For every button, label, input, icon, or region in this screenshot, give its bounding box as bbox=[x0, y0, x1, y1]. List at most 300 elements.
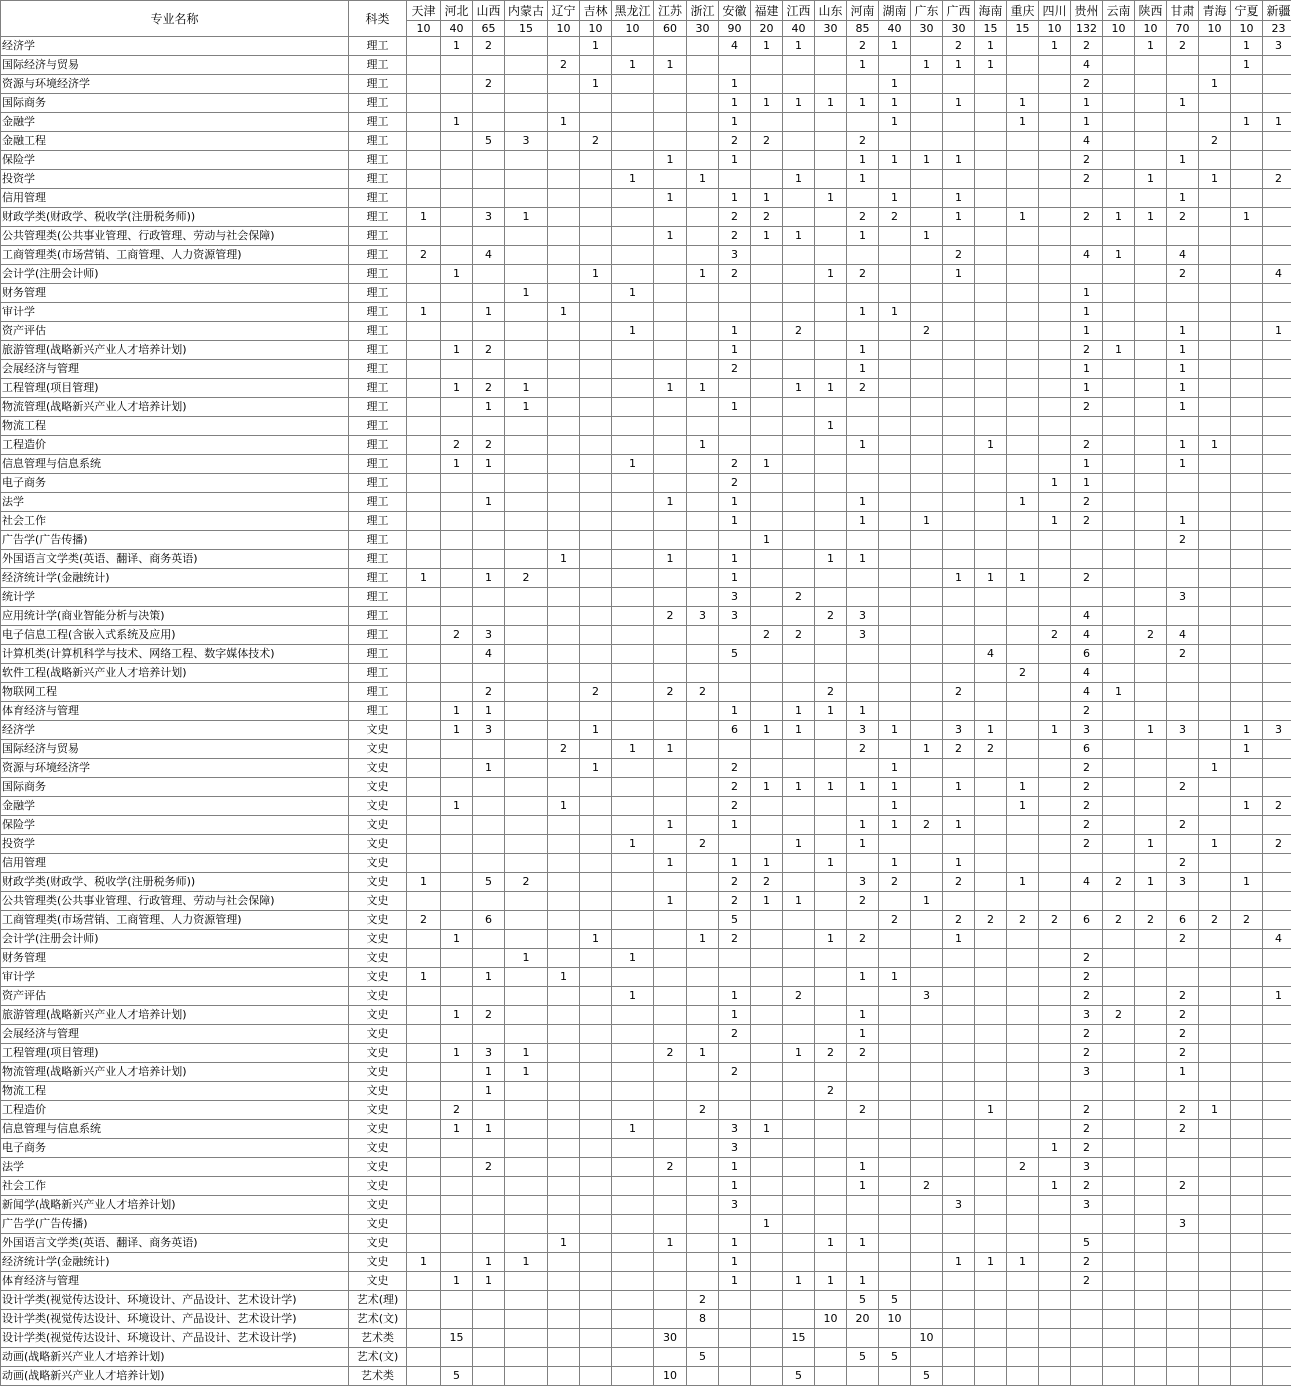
quota-cell bbox=[1231, 702, 1263, 721]
quota-cell bbox=[1263, 1025, 1291, 1044]
quota-cell bbox=[407, 835, 441, 854]
quota-cell: 1 bbox=[548, 550, 580, 569]
major-name: 公共管理类(公共事业管理、行政管理、劳动与社会保障) bbox=[1, 892, 349, 911]
quota-cell bbox=[505, 1234, 548, 1253]
province-header: 海南 bbox=[975, 1, 1007, 21]
table-row bbox=[1, 1291, 1291, 1310]
quota-cell: 1 bbox=[719, 113, 751, 132]
quota-cell bbox=[751, 322, 783, 341]
major-name: 资源与环境经济学 bbox=[1, 75, 349, 94]
quota-cell bbox=[612, 588, 654, 607]
quota-cell bbox=[1135, 759, 1167, 778]
quota-cell bbox=[911, 37, 943, 56]
quota-cell bbox=[783, 1348, 815, 1367]
quota-cell: 1 bbox=[1071, 474, 1103, 493]
quota-cell: 2 bbox=[1263, 170, 1291, 189]
quota-cell: 1 bbox=[654, 1234, 687, 1253]
quota-cell: 1 bbox=[1263, 987, 1291, 1006]
quota-cell bbox=[1263, 1101, 1291, 1120]
quota-cell bbox=[911, 1006, 943, 1025]
quota-cell bbox=[911, 398, 943, 417]
quota-cell: 2 bbox=[911, 1177, 943, 1196]
quota-cell bbox=[783, 759, 815, 778]
quota-cell bbox=[1167, 1253, 1199, 1272]
quota-cell bbox=[751, 759, 783, 778]
quota-cell bbox=[1007, 170, 1039, 189]
quota-cell: 1 bbox=[441, 113, 473, 132]
quota-cell: 3 bbox=[847, 721, 879, 740]
quota-cell bbox=[441, 1082, 473, 1101]
quota-cell bbox=[473, 1196, 505, 1215]
quota-cell bbox=[1007, 930, 1039, 949]
quota-cell: 1 bbox=[783, 892, 815, 911]
quota-cell bbox=[975, 1158, 1007, 1177]
quota-cell bbox=[879, 949, 911, 968]
quota-cell bbox=[1231, 493, 1263, 512]
quota-cell: 3 bbox=[1167, 588, 1199, 607]
quota-cell bbox=[687, 227, 719, 246]
quota-cell bbox=[473, 1367, 505, 1386]
quota-cell bbox=[407, 797, 441, 816]
quota-cell bbox=[783, 436, 815, 455]
quota-cell bbox=[548, 1120, 580, 1139]
quota-cell bbox=[815, 816, 847, 835]
category-cell: 文史 bbox=[349, 797, 407, 816]
quota-cell bbox=[751, 1082, 783, 1101]
table-row bbox=[1, 683, 1291, 702]
quota-cell bbox=[975, 303, 1007, 322]
quota-cell bbox=[911, 588, 943, 607]
quota-cell bbox=[1231, 835, 1263, 854]
quota-cell bbox=[1103, 360, 1135, 379]
quota-cell bbox=[879, 835, 911, 854]
quota-cell bbox=[407, 113, 441, 132]
quota-cell bbox=[612, 911, 654, 930]
category-cell: 理工 bbox=[349, 512, 407, 531]
quota-cell: 2 bbox=[719, 360, 751, 379]
quota-cell bbox=[1231, 1310, 1263, 1329]
quota-cell bbox=[751, 1139, 783, 1158]
quota-cell bbox=[815, 892, 847, 911]
quota-cell bbox=[505, 854, 548, 873]
province-header: 福建 bbox=[751, 1, 783, 21]
quota-cell bbox=[943, 550, 975, 569]
quota-cell bbox=[441, 246, 473, 265]
quota-cell bbox=[1199, 417, 1231, 436]
quota-cell bbox=[612, 417, 654, 436]
quota-cell bbox=[1199, 702, 1231, 721]
quota-cell bbox=[975, 550, 1007, 569]
quota-cell bbox=[1039, 151, 1071, 170]
quota-cell bbox=[751, 151, 783, 170]
quota-cell bbox=[1199, 569, 1231, 588]
quota-cell bbox=[473, 417, 505, 436]
quota-cell: 3 bbox=[719, 607, 751, 626]
quota-cell bbox=[407, 341, 441, 360]
quota-cell bbox=[783, 1006, 815, 1025]
quota-cell bbox=[654, 569, 687, 588]
quota-cell: 1 bbox=[654, 816, 687, 835]
quota-cell bbox=[548, 132, 580, 151]
quota-cell bbox=[1199, 1139, 1231, 1158]
quota-cell bbox=[441, 683, 473, 702]
category-cell: 理工 bbox=[349, 37, 407, 56]
quota-cell: 1 bbox=[943, 930, 975, 949]
quota-cell bbox=[505, 1329, 548, 1348]
quota-cell bbox=[1263, 512, 1291, 531]
quota-cell: 1 bbox=[879, 968, 911, 987]
quota-cell bbox=[654, 702, 687, 721]
province-header: 江苏 bbox=[654, 1, 687, 21]
quota-cell bbox=[1135, 664, 1167, 683]
quota-cell: 1 bbox=[1167, 189, 1199, 208]
quota-cell: 1 bbox=[751, 1120, 783, 1139]
quota-cell bbox=[719, 626, 751, 645]
province-total: 10 bbox=[580, 21, 612, 37]
quota-cell: 1 bbox=[505, 1044, 548, 1063]
quota-cell bbox=[473, 1215, 505, 1234]
major-name: 物流工程 bbox=[1, 1082, 349, 1101]
quota-cell: 5 bbox=[719, 911, 751, 930]
quota-cell: 2 bbox=[1071, 75, 1103, 94]
quota-cell bbox=[505, 1082, 548, 1101]
quota-cell bbox=[815, 1253, 847, 1272]
quota-cell: 1 bbox=[719, 854, 751, 873]
quota-cell bbox=[687, 569, 719, 588]
quota-cell bbox=[943, 512, 975, 531]
quota-cell bbox=[473, 113, 505, 132]
quota-cell bbox=[847, 1120, 879, 1139]
category-cell: 文史 bbox=[349, 1120, 407, 1139]
quota-cell bbox=[580, 455, 612, 474]
quota-cell bbox=[548, 341, 580, 360]
quota-cell: 2 bbox=[847, 930, 879, 949]
quota-cell bbox=[975, 1348, 1007, 1367]
quota-cell bbox=[548, 455, 580, 474]
quota-cell bbox=[719, 1044, 751, 1063]
province-header: 黑龙江 bbox=[612, 1, 654, 21]
quota-cell bbox=[879, 1063, 911, 1082]
quota-cell bbox=[407, 1234, 441, 1253]
quota-cell: 1 bbox=[580, 265, 612, 284]
quota-cell bbox=[505, 1367, 548, 1386]
category-cell: 理工 bbox=[349, 284, 407, 303]
quota-cell bbox=[654, 626, 687, 645]
major-name: 旅游管理(战略新兴产业人才培养计划) bbox=[1, 341, 349, 360]
quota-cell: 3 bbox=[1071, 1158, 1103, 1177]
quota-cell bbox=[719, 1101, 751, 1120]
quota-cell: 1 bbox=[815, 189, 847, 208]
quota-cell bbox=[783, 1196, 815, 1215]
quota-cell: 1 bbox=[441, 1120, 473, 1139]
quota-cell bbox=[943, 1082, 975, 1101]
quota-cell bbox=[580, 1044, 612, 1063]
quota-cell: 1 bbox=[943, 569, 975, 588]
quota-cell: 1 bbox=[407, 873, 441, 892]
quota-cell: 1 bbox=[879, 75, 911, 94]
quota-cell bbox=[1199, 1158, 1231, 1177]
quota-cell: 2 bbox=[943, 911, 975, 930]
quota-cell bbox=[815, 56, 847, 75]
quota-cell bbox=[879, 284, 911, 303]
quota-cell bbox=[687, 892, 719, 911]
table-row bbox=[1, 531, 1291, 550]
quota-cell bbox=[505, 930, 548, 949]
quota-cell bbox=[580, 854, 612, 873]
quota-cell bbox=[1039, 94, 1071, 113]
quota-cell bbox=[783, 1101, 815, 1120]
category-cell: 理工 bbox=[349, 113, 407, 132]
quota-cell: 2 bbox=[783, 322, 815, 341]
quota-cell: 2 bbox=[815, 1044, 847, 1063]
province-header: 新疆 bbox=[1263, 1, 1291, 21]
quota-cell bbox=[1039, 56, 1071, 75]
category-cell: 文史 bbox=[349, 835, 407, 854]
quota-cell bbox=[580, 1234, 612, 1253]
quota-cell bbox=[1231, 417, 1263, 436]
quota-cell: 2 bbox=[473, 1006, 505, 1025]
quota-cell bbox=[943, 892, 975, 911]
quota-cell bbox=[1007, 1291, 1039, 1310]
quota-cell bbox=[580, 227, 612, 246]
quota-cell bbox=[407, 189, 441, 208]
quota-cell bbox=[612, 968, 654, 987]
quota-cell bbox=[911, 132, 943, 151]
quota-cell bbox=[441, 987, 473, 1006]
quota-cell: 1 bbox=[879, 94, 911, 113]
quota-cell bbox=[1007, 531, 1039, 550]
quota-cell: 4 bbox=[473, 645, 505, 664]
quota-cell: 1 bbox=[1103, 341, 1135, 360]
quota-cell bbox=[1071, 227, 1103, 246]
quota-cell bbox=[783, 1177, 815, 1196]
quota-cell bbox=[751, 740, 783, 759]
quota-cell bbox=[1199, 531, 1231, 550]
quota-cell bbox=[1103, 1310, 1135, 1329]
quota-cell bbox=[751, 1177, 783, 1196]
quota-cell bbox=[911, 246, 943, 265]
quota-cell bbox=[473, 151, 505, 170]
quota-cell: 2 bbox=[719, 759, 751, 778]
quota-cell bbox=[580, 151, 612, 170]
province-total: 30 bbox=[943, 21, 975, 37]
quota-cell bbox=[473, 1139, 505, 1158]
quota-cell: 1 bbox=[612, 740, 654, 759]
quota-cell bbox=[783, 949, 815, 968]
quota-cell: 2 bbox=[654, 1158, 687, 1177]
quota-cell bbox=[975, 797, 1007, 816]
major-name: 设计学类(视觉传达设计、环境设计、产品设计、艺术设计学) bbox=[1, 1329, 349, 1348]
quota-cell bbox=[580, 94, 612, 113]
quota-cell: 1 bbox=[441, 265, 473, 284]
quota-cell: 1 bbox=[751, 778, 783, 797]
province-total: 30 bbox=[815, 21, 847, 37]
quota-cell bbox=[407, 645, 441, 664]
quota-cell bbox=[654, 398, 687, 417]
quota-cell bbox=[441, 854, 473, 873]
quota-cell bbox=[943, 132, 975, 151]
quota-cell bbox=[1231, 436, 1263, 455]
quota-cell bbox=[1263, 1272, 1291, 1291]
quota-cell bbox=[1231, 512, 1263, 531]
quota-cell bbox=[879, 1006, 911, 1025]
quota-cell bbox=[975, 1120, 1007, 1139]
quota-cell bbox=[751, 360, 783, 379]
quota-cell: 1 bbox=[441, 1006, 473, 1025]
quota-cell bbox=[1263, 1006, 1291, 1025]
quota-cell bbox=[975, 1082, 1007, 1101]
major-name: 经济学 bbox=[1, 37, 349, 56]
quota-cell bbox=[815, 493, 847, 512]
quota-cell bbox=[879, 1139, 911, 1158]
quota-cell: 2 bbox=[654, 683, 687, 702]
quota-cell bbox=[441, 189, 473, 208]
quota-cell bbox=[1231, 1215, 1263, 1234]
quota-cell bbox=[1231, 987, 1263, 1006]
category-cell: 文史 bbox=[349, 1025, 407, 1044]
quota-cell bbox=[1103, 1253, 1135, 1272]
quota-cell bbox=[407, 1329, 441, 1348]
quota-cell bbox=[1071, 930, 1103, 949]
quota-cell: 1 bbox=[1231, 797, 1263, 816]
quota-cell bbox=[473, 835, 505, 854]
quota-cell: 2 bbox=[1071, 208, 1103, 227]
quota-cell: 1 bbox=[1263, 113, 1291, 132]
quota-cell bbox=[612, 1044, 654, 1063]
quota-cell bbox=[879, 56, 911, 75]
quota-cell bbox=[654, 1082, 687, 1101]
quota-cell: 1 bbox=[847, 151, 879, 170]
quota-cell: 1 bbox=[1231, 56, 1263, 75]
quota-cell bbox=[1071, 1082, 1103, 1101]
quota-cell bbox=[783, 873, 815, 892]
quota-cell bbox=[1231, 569, 1263, 588]
quota-cell bbox=[654, 170, 687, 189]
quota-cell bbox=[548, 189, 580, 208]
quota-cell bbox=[473, 170, 505, 189]
quota-cell bbox=[1199, 474, 1231, 493]
quota-cell: 1 bbox=[1007, 1253, 1039, 1272]
quota-cell bbox=[847, 1196, 879, 1215]
quota-cell bbox=[1231, 246, 1263, 265]
quota-cell bbox=[505, 37, 548, 56]
quota-cell: 1 bbox=[975, 436, 1007, 455]
quota-cell bbox=[1039, 702, 1071, 721]
quota-cell bbox=[1231, 1367, 1263, 1386]
province-header: 贵州 bbox=[1071, 1, 1103, 21]
quota-cell bbox=[1007, 816, 1039, 835]
quota-cell bbox=[1039, 683, 1071, 702]
quota-cell bbox=[612, 664, 654, 683]
quota-cell bbox=[1199, 797, 1231, 816]
quota-cell bbox=[783, 1139, 815, 1158]
category-cell: 理工 bbox=[349, 170, 407, 189]
quota-cell: 4 bbox=[1071, 626, 1103, 645]
quota-cell bbox=[407, 1139, 441, 1158]
quota-cell bbox=[1039, 1272, 1071, 1291]
quota-cell bbox=[687, 1196, 719, 1215]
province-total: 132 bbox=[1071, 21, 1103, 37]
quota-cell bbox=[1263, 151, 1291, 170]
quota-cell bbox=[612, 398, 654, 417]
quota-cell: 2 bbox=[911, 322, 943, 341]
quota-cell bbox=[407, 1291, 441, 1310]
quota-cell bbox=[1135, 949, 1167, 968]
quota-cell: 1 bbox=[751, 1215, 783, 1234]
quota-cell bbox=[1039, 930, 1071, 949]
quota-cell bbox=[719, 1329, 751, 1348]
major-name: 物流管理(战略新兴产业人才培养计划) bbox=[1, 398, 349, 417]
quota-cell: 1 bbox=[879, 37, 911, 56]
quota-cell: 1 bbox=[473, 968, 505, 987]
quota-cell: 1 bbox=[719, 569, 751, 588]
quota-cell bbox=[654, 113, 687, 132]
quota-cell bbox=[1231, 322, 1263, 341]
quota-cell bbox=[911, 208, 943, 227]
quota-cell: 1 bbox=[654, 740, 687, 759]
quota-cell bbox=[1007, 588, 1039, 607]
quota-cell bbox=[943, 474, 975, 493]
major-name: 投资学 bbox=[1, 170, 349, 189]
quota-cell: 2 bbox=[1071, 797, 1103, 816]
quota-cell bbox=[1167, 1139, 1199, 1158]
quota-cell: 1 bbox=[847, 94, 879, 113]
quota-cell: 2 bbox=[1167, 208, 1199, 227]
quota-cell bbox=[548, 1348, 580, 1367]
quota-cell: 1 bbox=[687, 436, 719, 455]
quota-cell bbox=[943, 398, 975, 417]
quota-cell bbox=[975, 379, 1007, 398]
quota-cell bbox=[1103, 1272, 1135, 1291]
quota-cell bbox=[473, 189, 505, 208]
quota-cell bbox=[505, 607, 548, 626]
quota-cell bbox=[1135, 816, 1167, 835]
quota-cell bbox=[1071, 1367, 1103, 1386]
province-header: 内蒙古 bbox=[505, 1, 548, 21]
quota-cell bbox=[654, 911, 687, 930]
quota-cell bbox=[1039, 588, 1071, 607]
quota-cell bbox=[879, 341, 911, 360]
category-cell: 艺术类 bbox=[349, 1367, 407, 1386]
quota-cell: 1 bbox=[407, 569, 441, 588]
quota-cell: 2 bbox=[1071, 1044, 1103, 1063]
quota-cell bbox=[1039, 322, 1071, 341]
category-cell: 文史 bbox=[349, 1158, 407, 1177]
quota-cell: 1 bbox=[1231, 873, 1263, 892]
quota-cell bbox=[879, 930, 911, 949]
quota-cell bbox=[943, 949, 975, 968]
quota-cell bbox=[719, 170, 751, 189]
quota-cell bbox=[548, 607, 580, 626]
major-name: 工程管理(项目管理) bbox=[1, 379, 349, 398]
quota-cell bbox=[815, 436, 847, 455]
quota-cell bbox=[1103, 398, 1135, 417]
quota-cell bbox=[911, 778, 943, 797]
quota-cell bbox=[441, 1291, 473, 1310]
quota-cell bbox=[1231, 626, 1263, 645]
category-cell: 文史 bbox=[349, 759, 407, 778]
quota-cell bbox=[815, 227, 847, 246]
quota-cell bbox=[1135, 303, 1167, 322]
quota-cell bbox=[1071, 1215, 1103, 1234]
quota-cell bbox=[1135, 189, 1167, 208]
quota-cell bbox=[1199, 607, 1231, 626]
quota-cell bbox=[441, 1348, 473, 1367]
major-name: 旅游管理(战略新兴产业人才培养计划) bbox=[1, 1006, 349, 1025]
quota-cell bbox=[407, 1120, 441, 1139]
quota-cell bbox=[1199, 968, 1231, 987]
quota-cell bbox=[1135, 1291, 1167, 1310]
